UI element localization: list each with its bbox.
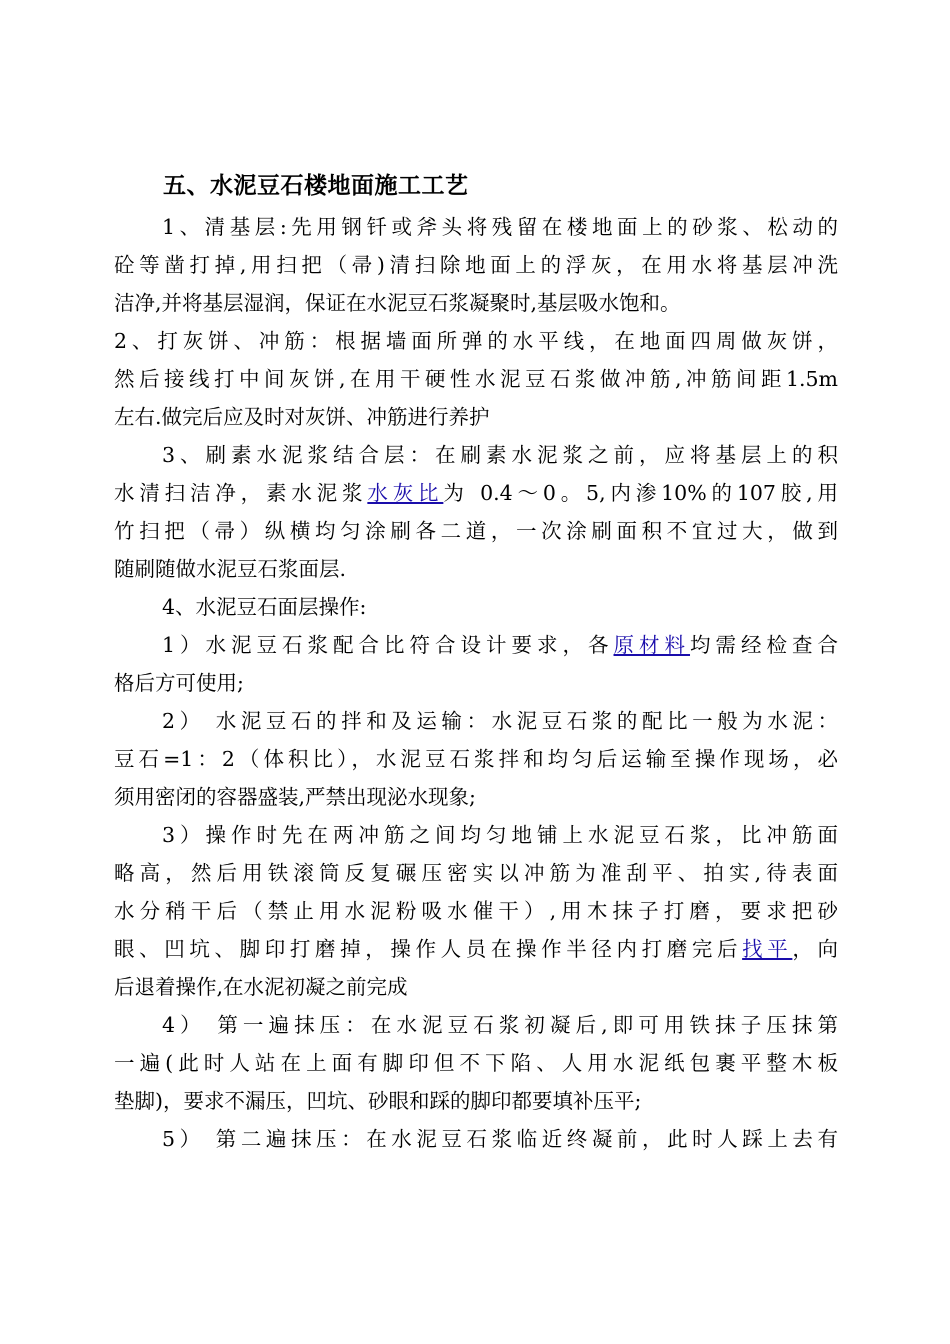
paragraph-line: 随刷随做水泥豆石浆面层. — [114, 557, 347, 581]
paragraph-line: 1、清基层:先用钢钎或斧头将残留在楼地面上的砂浆、松动的 — [162, 215, 838, 239]
paragraph-line: 略高，然后用铁滚筒反复碾压密实以冲筋为准刮平、拍实,待表面 — [114, 861, 838, 885]
paragraph-line: 2、打灰饼、冲筋：根据墙面所弹的水平线，在地面四周做灰饼， — [114, 329, 838, 353]
paragraph-line: 3）操作时先在两冲筋之间均匀地铺上水泥豆石浆，比冲筋面 — [162, 823, 838, 847]
paragraph-line: 后退着操作,在水泥初凝之前完成 — [114, 975, 408, 999]
link-water-cement-ratio[interactable]: 水灰比 — [367, 481, 444, 505]
paragraph-line: 3、刷素水泥浆结合层：在刷素水泥浆之前，应将基层上的积 — [162, 443, 838, 467]
line-text: 眼、凹坑、脚印打磨掉，操作人员在操作半径内打磨完后 — [114, 937, 743, 961]
line-text: 为 0.4～0。5,内渗10%的107胶,用 — [443, 481, 838, 505]
document-body — [114, 208, 838, 1158]
paragraph-line: 豆石=1：2（体积比），水泥豆石浆拌和均匀后运输至操作现场，必 — [114, 747, 838, 771]
paragraph-line — [114, 626, 838, 664]
paragraph-line: 水分稍干后（禁止用水泥粉吸水催干）,用木抹子打磨，要求把砂 — [114, 899, 838, 923]
paragraph-line: 格后方可使用; — [114, 671, 244, 695]
link-raw-material[interactable]: 原材料 — [613, 633, 691, 657]
paragraph-line: 竹扫把（帚）纵横均匀涂刷各二道，一次涂刷面积不宜过大，做到 — [114, 519, 838, 543]
line-text: 均需经检查合 — [690, 633, 838, 657]
paragraph-line: 一遍(此时人站在上面有脚印但不下陷、人用水泥纸包裹平整木板 — [114, 1051, 838, 1075]
paragraph-line — [114, 474, 838, 512]
paragraph-line: 4、水泥豆石面层操作: — [162, 595, 367, 619]
paragraph-line: 4） 第一遍抹压：在水泥豆石浆初凝后,即可用铁抹子压抹第 — [162, 1013, 838, 1037]
paragraph-line: 须用密闭的容器盛装,严禁出现泌水现象; — [114, 785, 476, 809]
section-heading: 五、水泥豆石楼地面施工工艺 — [163, 173, 469, 199]
paragraph-line: 垫脚)，要求不漏压，凹坑、砂眼和踩的脚印都要填补压平; — [114, 1089, 642, 1113]
link-leveling[interactable]: 找平 — [742, 937, 793, 961]
paragraph-line: 5） 第二遍抹压：在水泥豆石浆临近终凝前，此时人踩上去有 — [162, 1127, 838, 1151]
paragraph-line: 2） 水泥豆石的拌和及运输：水泥豆石浆的配比一般为水泥： — [162, 709, 838, 733]
paragraph-line: 左右.做完后应及时对灰饼、冲筋进行养护 — [114, 405, 490, 429]
paragraph-line — [114, 930, 838, 968]
paragraph-line: 洁净,并将基层湿润，保证在水泥豆石浆凝聚时,基层吸水饱和。 — [114, 291, 681, 315]
line-text: ，向 — [792, 937, 838, 961]
line-text: 水清扫洁净，素水泥浆 — [114, 481, 368, 505]
paragraph-line: 砼等凿打掉,用扫把（帚)清扫除地面上的浮灰，在用水将基层冲洗 — [114, 253, 838, 277]
line-text: 1）水泥豆石浆配合比符合设计要求，各 — [162, 633, 614, 657]
paragraph-line: 然后接线打中间灰饼,在用干硬性水泥豆石浆做冲筋,冲筋间距1.5m — [114, 367, 838, 391]
